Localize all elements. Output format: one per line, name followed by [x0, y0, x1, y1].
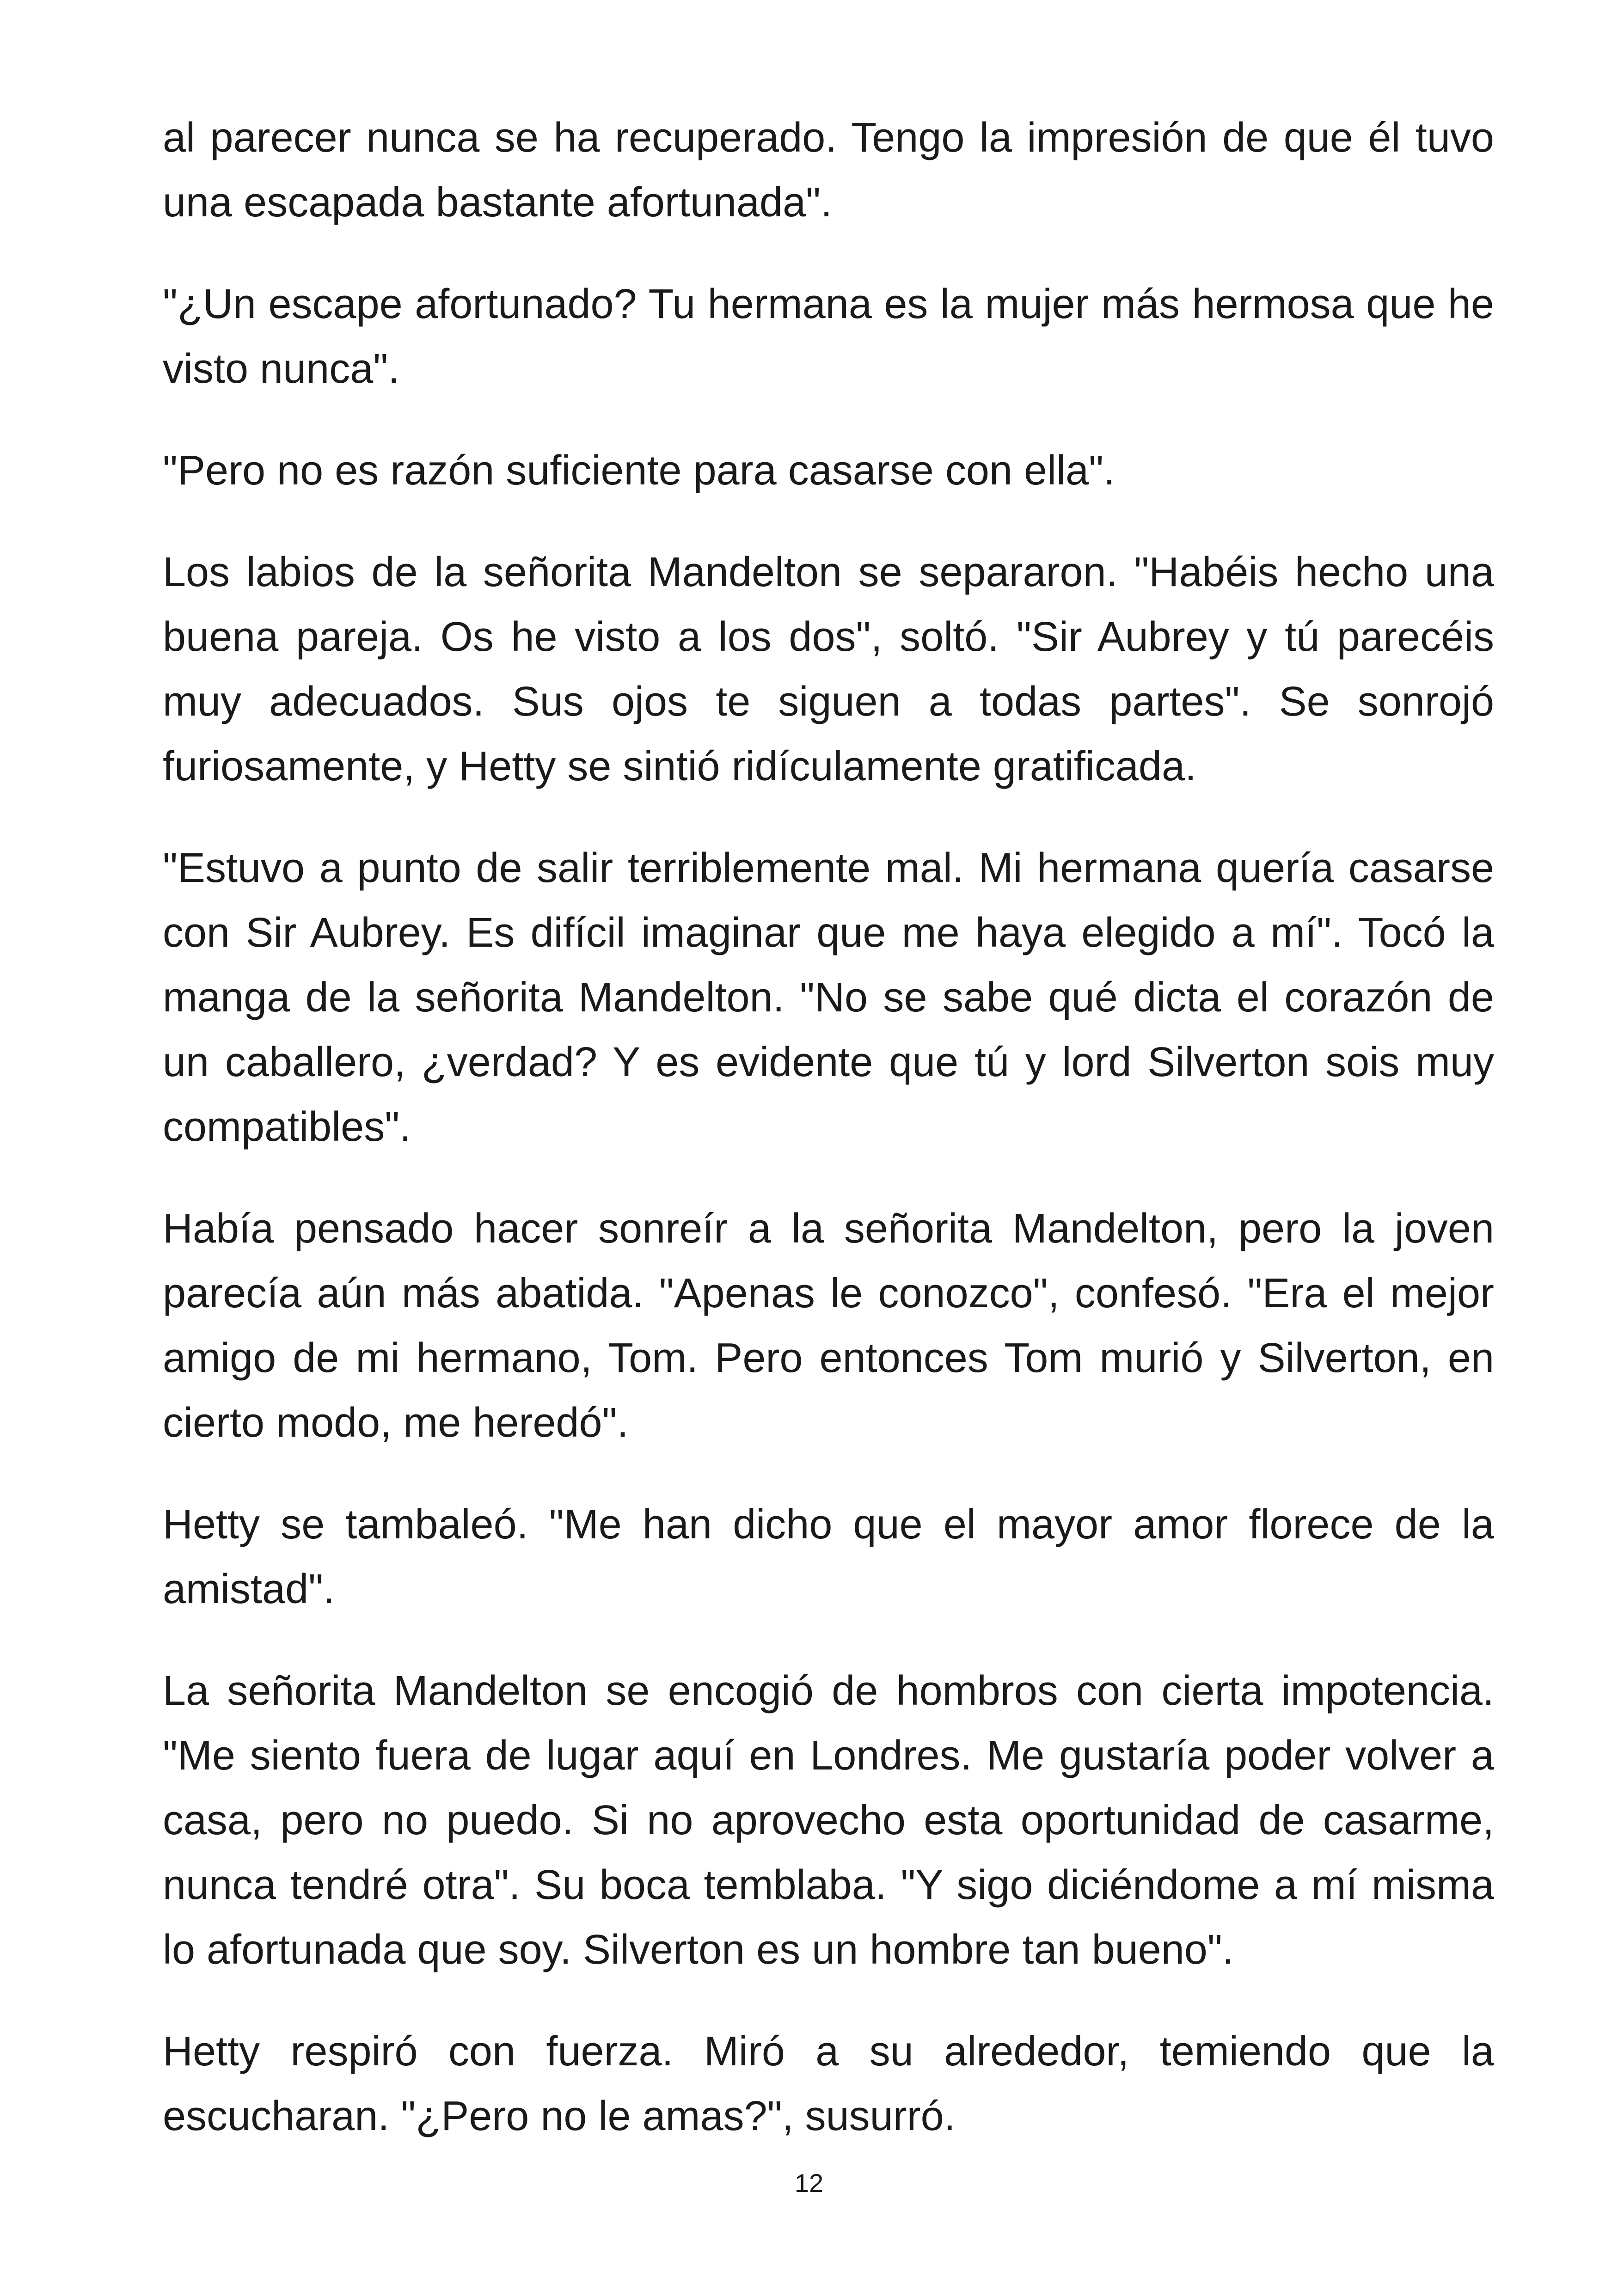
- paragraph-6: Había pensado hacer sonreír a la señorita Mandelton, pero la joven parecía aún más abatida. "Apenas le conozco", confesó. "Era el mejor amigo de mi hermano, Tom. Pero entonces Tom murió y Silverton, en cierto modo, me heredó".: [163, 1206, 1494, 1446]
- paragraph-2: "¿Un escape afortunado? Tu hermana es la mujer más hermosa que he visto nunca".: [163, 281, 1494, 392]
- paragraph-8: La señorita Mandelton se encogió de hombros con cierta impotencia. "Me siento fuera de lugar aquí en Londres. Me gustaría poder volver a casa, pero no puedo. Si no aprovecho esta oportunidad de casarme, nunca tendré otra". Su boca temblaba. "Y sigo diciéndome a mí misma lo afortunada que soy. Silverton es un hombre tan bueno".: [163, 1668, 1494, 1973]
- paragraph-7: Hetty se tambaleó. "Me han dicho que el mayor amor florece de la amistad".: [163, 1501, 1494, 1612]
- paragraph-4: Los labios de la señorita Mandelton se separaron. "Habéis hecho una buena pareja. Os he visto a los dos", soltó. "Sir Aubrey y tú parecéis muy adecuados. Sus ojos te siguen a todas partes". Se sonrojó furiosamente, y Hetty se sintió ridículamente gratificada.: [163, 549, 1494, 790]
- paragraph-5: "Estuvo a punto de salir terriblemente mal. Mi hermana quería casarse con Sir Aubrey. Es difícil imaginar que me haya elegido a mí". Tocó la manga de la señorita Mandelton. "No se sabe qué dicta el corazón de un caballero, ¿verdad? Y es evidente que tú y lord Silverton sois muy compatibles".: [163, 845, 1494, 1150]
- paragraph-1: al parecer nunca se ha recuperado. Tengo la impresión de que él tuvo una escapada bastante afortunada".: [163, 115, 1494, 226]
- body-text: [163, 105, 1494, 2186]
- page-number: 12: [794, 2168, 824, 2198]
- paragraph-3: "Pero no es razón suficiente para casarse con ella".: [163, 447, 1115, 494]
- paragraph-9: Hetty respiró con fuerza. Miró a su alrededor, temiendo que la escucharan. "¿Pero no le amas?", susurró.: [163, 2028, 1494, 2139]
